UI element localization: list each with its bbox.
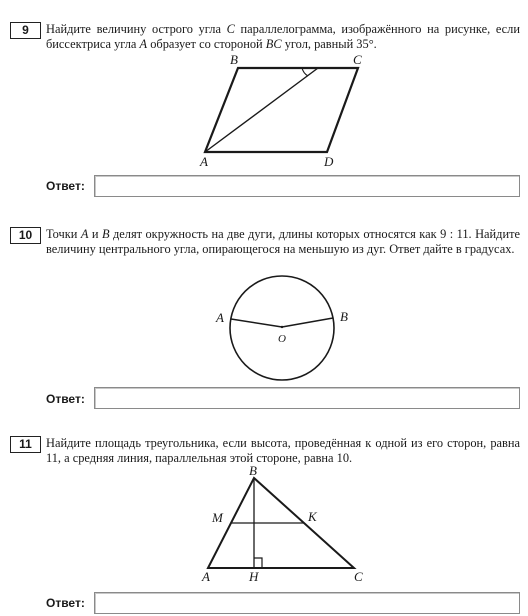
vertex-label-c: C: [354, 569, 363, 584]
triangle-figure: [196, 466, 376, 586]
point-label-a: A: [216, 310, 224, 325]
problem-text: Найдите величину острого угла C параллелограмма, изображённого на рисунке, если биссектриса угла A образует со стороной BC угол, равный 35°.: [46, 22, 521, 51]
vertex-label-b: B: [249, 466, 257, 478]
radius-oa: [231, 319, 282, 327]
point-label-b: B: [340, 309, 348, 324]
center-label-o: O: [278, 333, 286, 345]
answer-input-9[interactable]: [94, 175, 520, 197]
vertex-label-a: A: [200, 154, 208, 169]
problem-text: Точки A и B делят окружность на две дуги, длины которых относятся как 9 : 11. Найдите величину центрального угла, опирающегося на меньшую из дуг. Ответ дайте в градусах.: [46, 227, 521, 256]
parallelogram-figure: [190, 52, 380, 172]
answer-label: Ответ:: [46, 596, 85, 610]
answer-input-11[interactable]: [94, 592, 520, 614]
parallelogram-shape: [205, 68, 358, 152]
right-angle-mark: [254, 558, 262, 568]
radius-ob: [282, 318, 333, 327]
problem-number: 10: [10, 227, 41, 244]
point-label-k: K: [308, 509, 317, 524]
point-label-m: M: [212, 510, 223, 525]
problem-number: 11: [10, 436, 41, 453]
problem-number: 9: [10, 22, 41, 39]
vertex-label-c: C: [353, 52, 362, 67]
vertex-label-b: B: [230, 52, 238, 67]
center-point: [281, 326, 283, 328]
vertex-label-a: A: [202, 569, 210, 584]
point-label-h: H: [249, 569, 259, 584]
answer-label: Ответ:: [46, 392, 85, 406]
answer-input-10[interactable]: [94, 387, 520, 409]
problem-text: Найдите площадь треугольника, если высота, проведённая к одной из его сторон, равна 11, а средняя линия, параллельная этой стороне, равна 10.: [46, 436, 520, 465]
vertex-label-d: D: [324, 154, 334, 169]
answer-label: Ответ:: [46, 179, 85, 193]
angle-arc: [302, 68, 308, 76]
circle-figure: [210, 272, 360, 384]
